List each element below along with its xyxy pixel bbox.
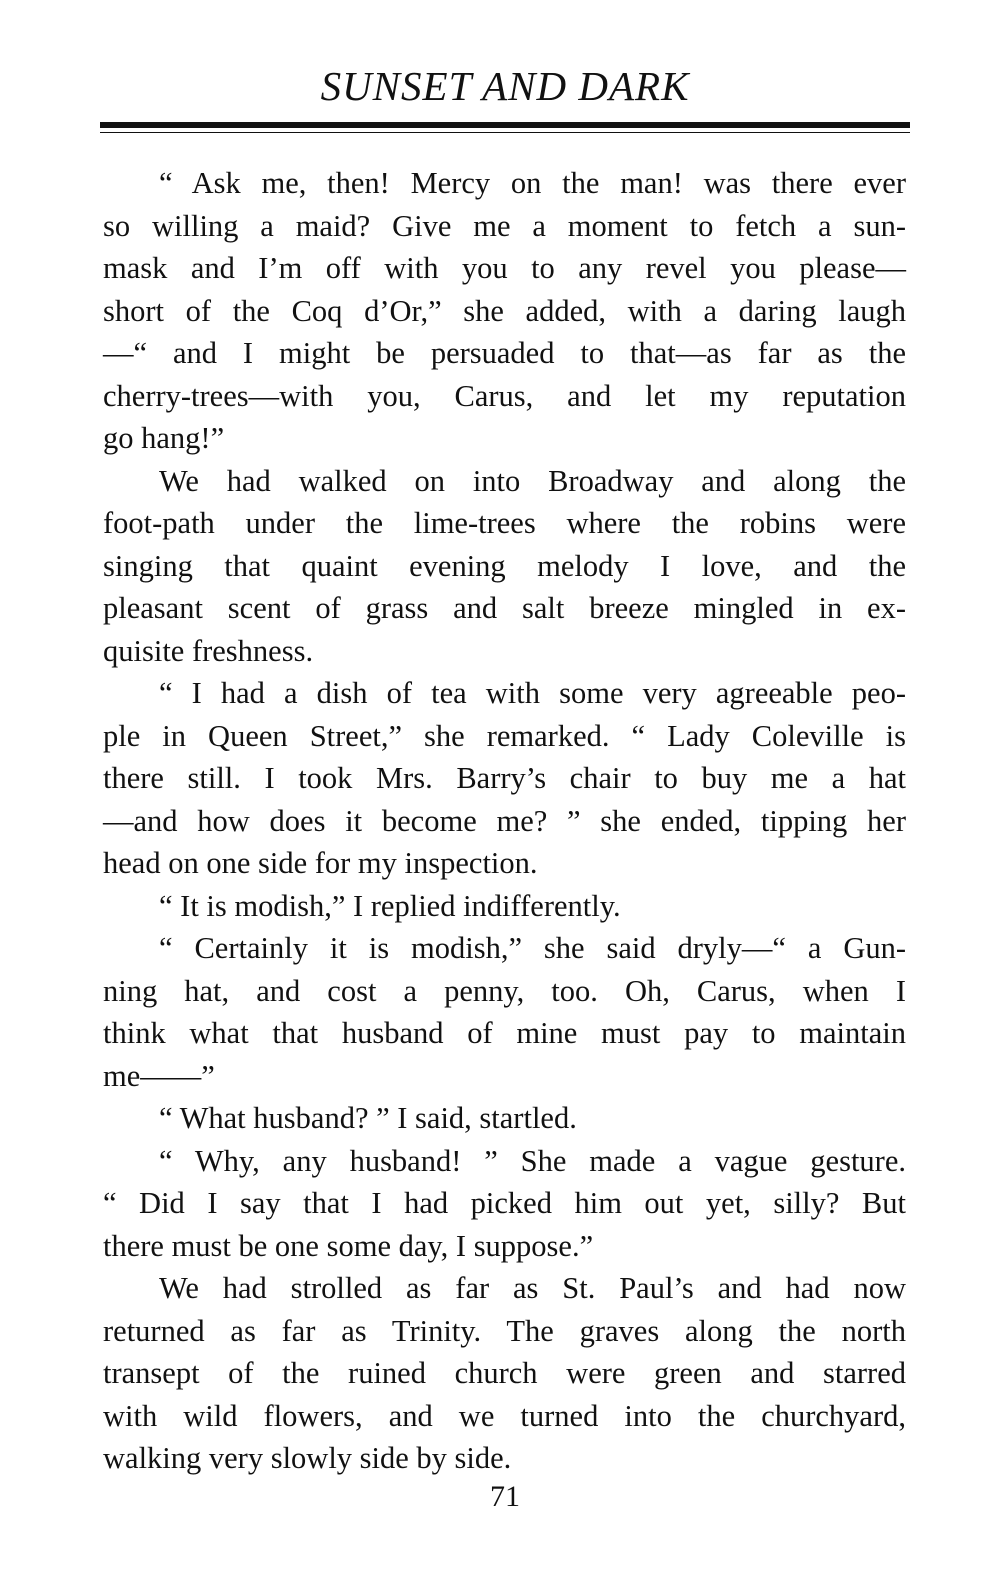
paragraph: [103, 1097, 906, 1140]
text-line: “ It is modish,” I replied indifferently.: [159, 888, 621, 923]
paragraph: [103, 460, 906, 673]
text-line: We had strolled as far as St. Paul’s and had now: [159, 1271, 906, 1305]
text-line: short of the Coq d’Or,” she added, with a daring laugh: [103, 293, 906, 328]
paragraph: [103, 162, 906, 460]
text-line: —“ and I might be persuaded to that—as far as the: [103, 336, 906, 370]
text-line: there still. I took Mrs. Barry’s chair to buy me a hat: [103, 761, 906, 795]
text-line: ning hat, and cost a penny, too. Oh, Carus, when I: [103, 973, 906, 1008]
text-line: ple in Queen Street,” she remarked. “ Lady Coleville is: [103, 718, 906, 753]
text-line: “ What husband? ” I said, startled.: [159, 1101, 577, 1135]
text-line: so willing a maid? Give me a moment to fetch a sun-: [103, 208, 906, 243]
header-rule-thin: [100, 132, 910, 133]
text-line: We had walked on into Broadway and along the: [159, 463, 906, 498]
text-line: quisite freshness.: [103, 633, 314, 668]
text-line: go hang!”: [103, 421, 225, 455]
text-line: “ I had a dish of tea with some very agreeable peo-: [159, 676, 906, 710]
text-line: there must be one some day, I suppose.”: [103, 1228, 594, 1263]
text-line: mask and I’m off with you to any revel you please—: [103, 251, 906, 285]
text-line: think what that husband of mine must pay to maintain: [103, 1016, 906, 1050]
page-number: 71: [490, 1480, 520, 1513]
text-line: cherry-trees—with you, Carus, and let my reputation: [103, 378, 906, 413]
text-line: head on one side for my inspection.: [103, 846, 538, 880]
text-line: “ Did I say that I had picked him out yet, silly? But: [103, 1186, 906, 1220]
paragraph: [103, 1267, 906, 1480]
paragraph: [103, 1140, 906, 1268]
paragraph: [103, 885, 906, 928]
paragraph: [103, 927, 906, 1097]
text-line: transept of the ruined church were green and starred: [103, 1356, 906, 1390]
text-line: “ Certainly it is modish,” she said dryly—“ a Gun-: [159, 931, 906, 965]
body-text: [103, 162, 906, 1480]
text-line: singing that quaint evening melody I love, and the: [103, 548, 906, 583]
text-line: walking very slowly side by side.: [103, 1441, 512, 1475]
text-line: “ Why, any husband! ” She made a vague gesture.: [159, 1143, 906, 1178]
header-rule-thick: [100, 122, 910, 128]
paragraph: [103, 672, 906, 885]
text-line: with wild flowers, and we turned into the churchyard,: [103, 1398, 906, 1433]
text-line: me——”: [103, 1058, 215, 1093]
text-line: returned as far as Trinity. The graves along the north: [103, 1313, 906, 1348]
running-head: SUNSET AND DARK: [320, 63, 690, 109]
text-line: —and how does it become me? ” she ended, tipping her: [103, 803, 906, 838]
text-line: “ Ask me, then! Mercy on the man! was there ever: [159, 166, 906, 200]
text-line: pleasant scent of grass and salt breeze mingled in ex-: [103, 591, 906, 625]
text-line: foot-path under the lime-trees where the robins were: [103, 506, 906, 540]
